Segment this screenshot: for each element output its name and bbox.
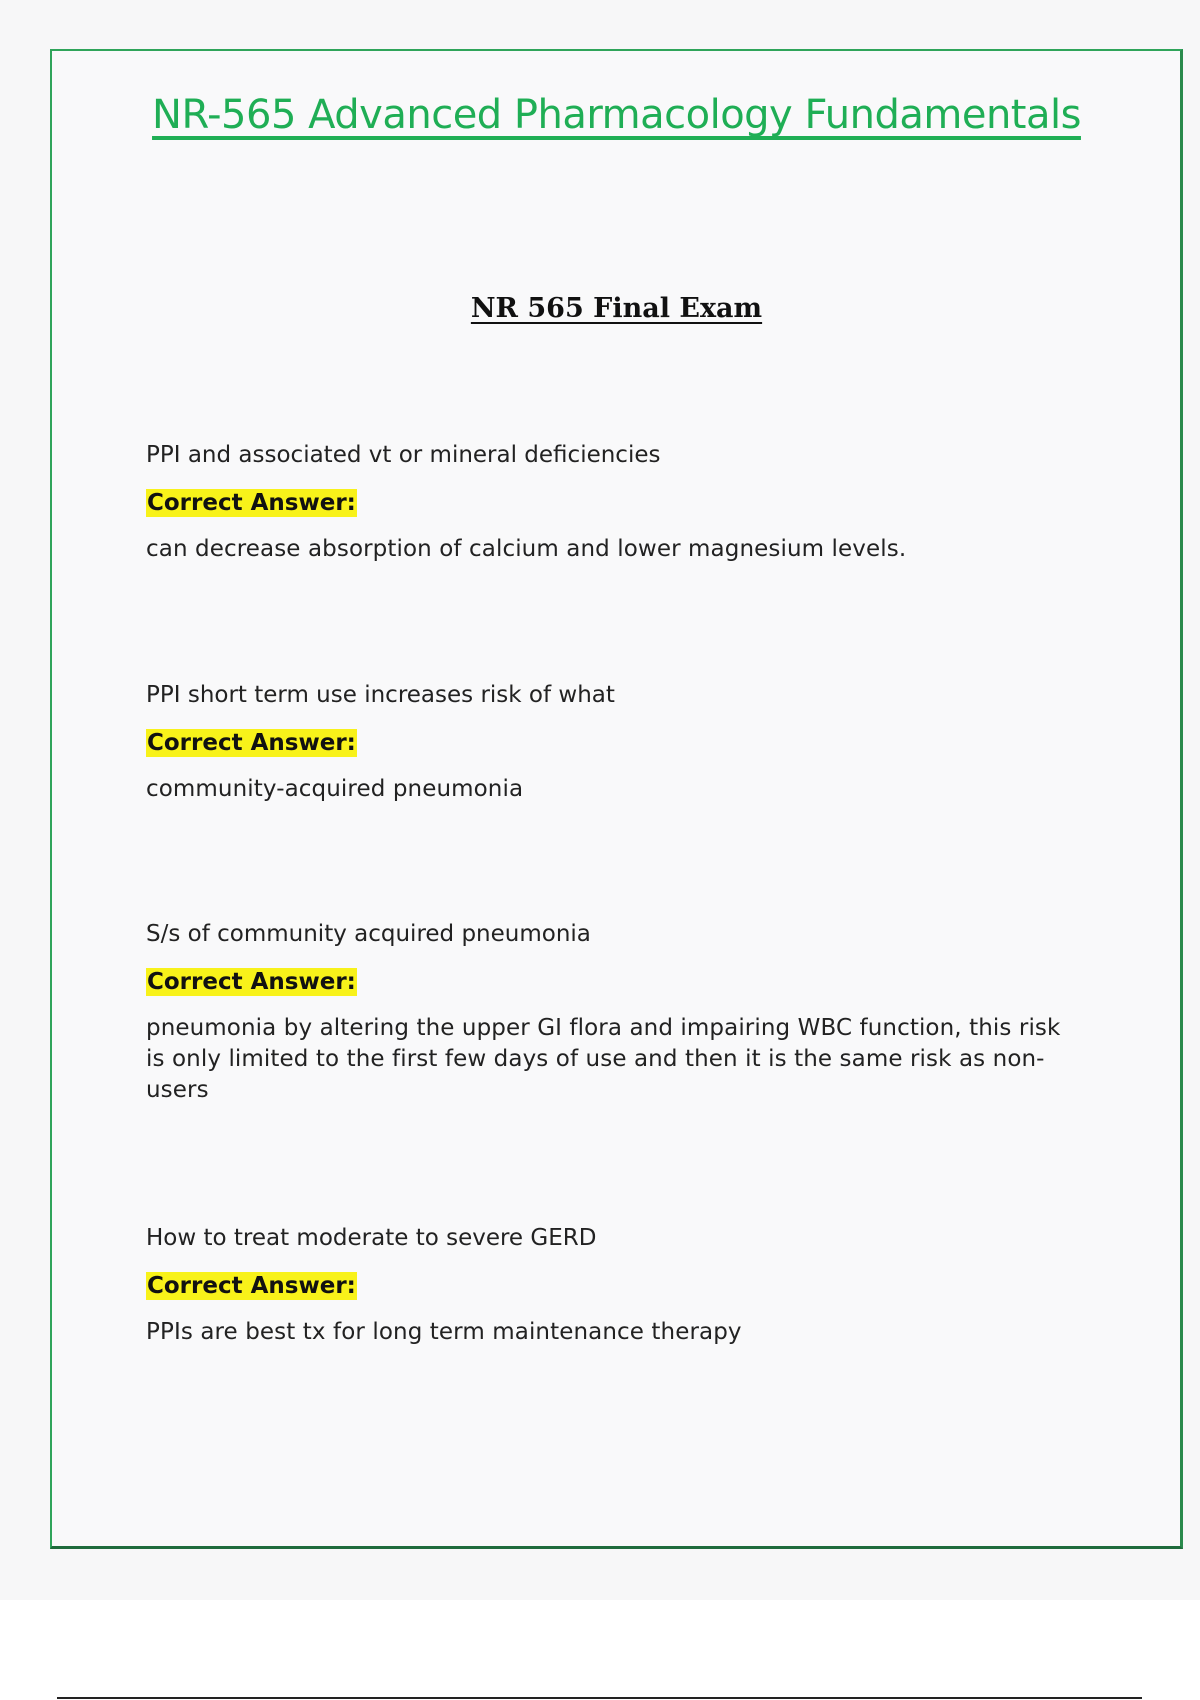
answer-text: community-acquired pneumonia (146, 776, 524, 802)
document-title (0, 92, 1200, 138)
correct-answer-label: Correct Answer: (147, 490, 356, 516)
question-text: S/s of community acquired pneumonia (146, 921, 591, 947)
exam-title (0, 293, 1200, 324)
document-title-text: NR-565 Advanced Pharmacology Fundamentals (152, 92, 1081, 138)
bottom-divider (57, 1697, 1142, 1699)
answer-text: PPIs are best tx for long term maintenance therapy (146, 1319, 742, 1345)
qa-item-2 (146, 680, 1086, 805)
qa-item-4 (146, 1223, 1086, 1348)
question-text: PPI short term use increases risk of what (146, 682, 615, 708)
correct-answer-label: Correct Answer: (147, 1273, 356, 1299)
question-text: How to treat moderate to severe GERD (146, 1225, 597, 1251)
answer-text: pneumonia by altering the upper GI flora and impairing WBC function, this risk is only limited to the first few days of use and then it is the same risk as non-users (146, 1015, 1061, 1103)
qa-item-1 (146, 440, 1086, 565)
question-text: PPI and associated vt or mineral deficiencies (146, 442, 661, 468)
correct-answer-label: Correct Answer: (147, 730, 356, 756)
exam-title-text: NR 565 Final Exam (470, 293, 763, 324)
correct-answer-label: Correct Answer: (147, 969, 356, 995)
answer-text: can decrease absorption of calcium and lower magnesium levels. (146, 536, 907, 562)
qa-item-3 (146, 919, 1086, 1106)
